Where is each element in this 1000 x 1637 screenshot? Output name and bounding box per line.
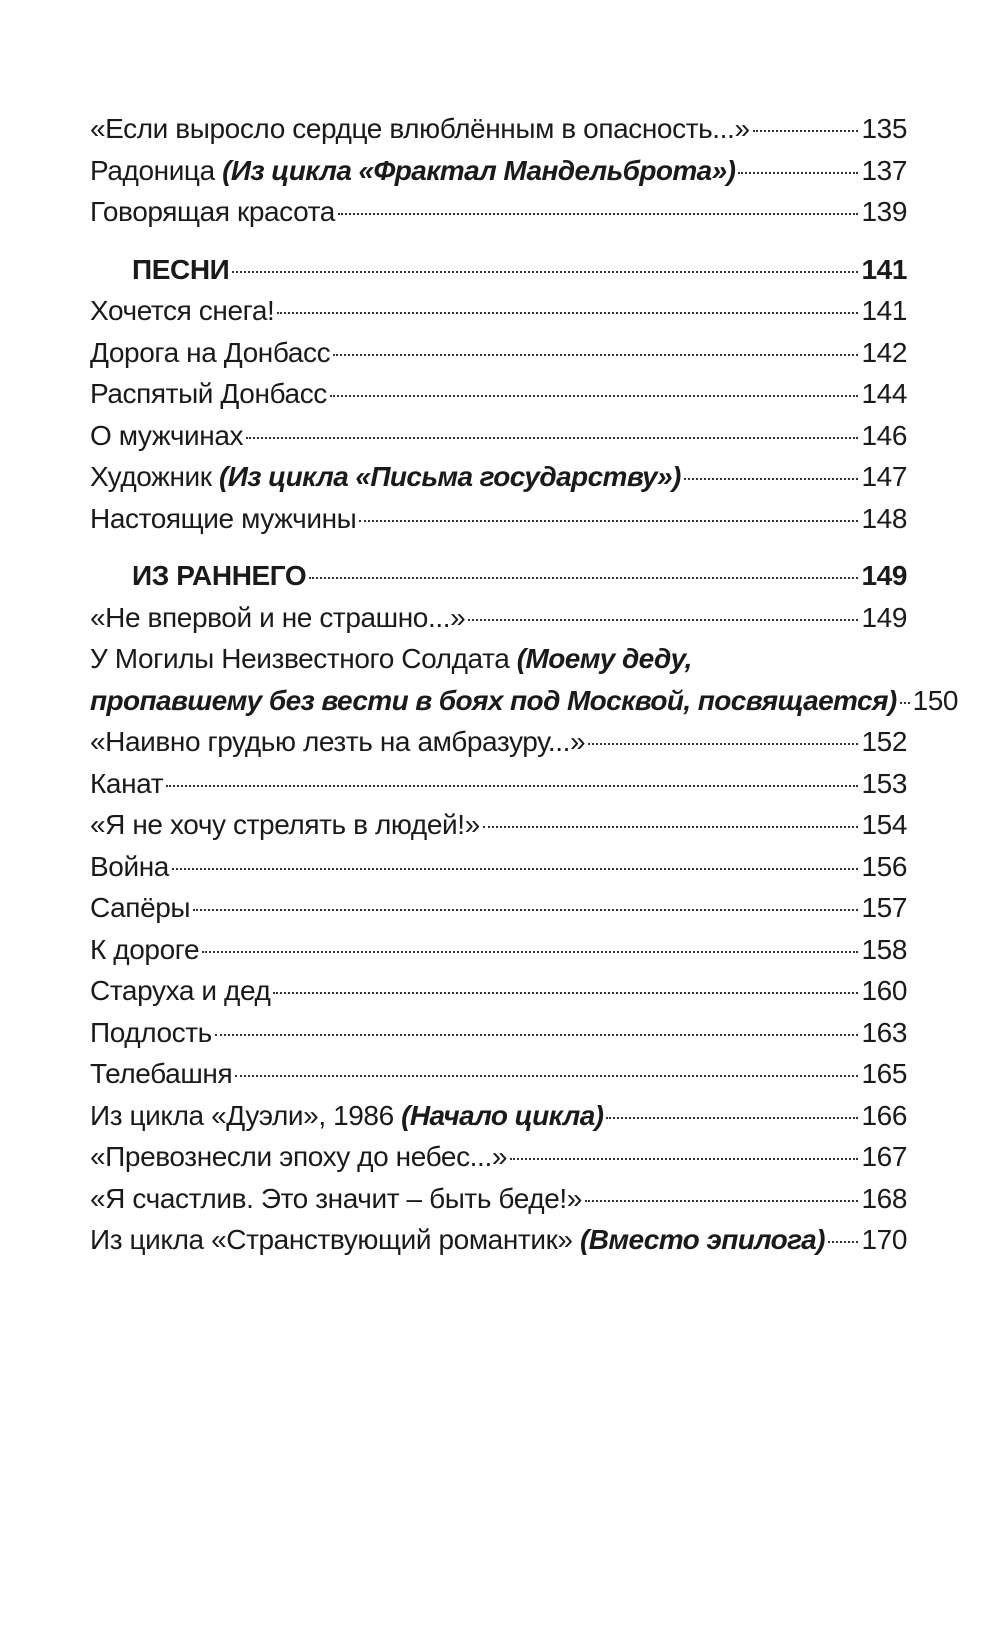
dot-leader [510,1158,858,1160]
dot-leader [606,1117,858,1119]
dot-leader [753,130,859,132]
toc-entry-continuation[interactable] [90,680,959,722]
dot-leader [330,395,859,397]
dot-leader [828,1241,859,1243]
toc-entry-multiline[interactable] [90,638,907,680]
entry-title: Радоница (Из цикла «Фрактал Мандельброта») [90,154,736,186]
page-number: 148 [861,502,907,534]
dot-leader [585,1200,859,1202]
entry-title: Сапёры [90,892,191,923]
dot-leader [277,312,858,314]
entry-title: «Я не хочу стрелять в людей!» [90,809,480,840]
toc-entry[interactable] [90,846,907,888]
page-number: 163 [861,1016,907,1048]
toc-entry[interactable] [90,970,907,1012]
toc-entry[interactable] [90,804,907,846]
page-number: 146 [861,419,907,451]
page-number: 141 [861,253,907,285]
entry-title: Дорога на Донбасс [90,336,331,368]
entry-title: Распятый Донбасс [90,378,327,409]
toc-entry[interactable] [90,929,907,971]
toc-entry[interactable] [90,415,907,457]
toc-entry[interactable] [90,456,907,498]
section-title: ИЗ РАННЕГО [132,560,307,591]
entry-title: Война [90,850,169,882]
toc-entry[interactable] [90,597,907,639]
entry-title: «Я счастлив. Это значит – быть беде!» [90,1182,582,1214]
toc-entry[interactable] [90,332,907,374]
table-of-contents [90,108,959,1261]
dot-leader [483,826,859,828]
toc-entry[interactable] [90,290,907,332]
page-number: 139 [861,196,907,227]
dot-leader [338,213,859,215]
entry-title: «Если выросло сердце влюблённым в опасность...» [90,113,750,144]
dot-leader [273,992,858,994]
entry-title: «Наивно грудью лезть на амбразуру...» [90,726,586,757]
entry-title: «Не впервой и не страшно...» [90,601,466,633]
entry-title: К дороге [90,933,200,965]
dot-leader [232,271,858,273]
dot-leader [193,909,858,911]
dot-leader [333,354,858,356]
toc-entry[interactable] [90,373,907,415]
entry-title: Говорящая красота [90,196,335,227]
entry-title: Старуха и дед [90,975,271,1006]
entry-title: Хочется снега! [90,295,275,326]
page-number: 156 [861,850,907,882]
entry-title: Из цикла «Странствующий романтик» (Вместо эпилога) [90,1224,825,1255]
toc-entry[interactable] [90,887,907,929]
page-number: 170 [861,1224,907,1255]
page-number: 149 [861,601,907,633]
toc-entry[interactable] [90,108,907,150]
toc-entry[interactable] [90,1178,907,1220]
page-number: 157 [861,892,907,923]
dot-leader [588,743,858,745]
toc-entry[interactable] [90,191,907,233]
dot-leader [172,868,859,870]
dot-leader [900,702,910,704]
entry-title: Из цикла «Дуэли», 1986 (Начало цикла) [90,1099,604,1131]
toc-entry[interactable] [90,1012,907,1054]
entry-title: О мужчинах [90,419,244,451]
entry-title: У Могилы Неизвестного Солдата [90,643,517,674]
section-title: ПЕСНИ [132,253,230,285]
page-number: 165 [861,1058,907,1089]
toc-entry[interactable] [90,763,907,805]
toc-entry[interactable] [90,1095,907,1137]
dot-leader [738,172,858,174]
page-number: 154 [861,809,907,840]
page-number: 147 [861,461,907,492]
page-number: 137 [861,154,907,186]
dot-leader [166,785,858,787]
toc-entry[interactable] [90,721,907,763]
page-number: 135 [861,113,907,144]
entry-title: Художник (Из цикла «Письма государству») [90,461,681,492]
entry-title: Подлость [90,1016,212,1048]
dot-leader [202,951,858,953]
page-number: 166 [861,1099,907,1131]
page-number: 153 [861,767,907,799]
toc-section-songs[interactable] [90,249,907,291]
dot-leader [246,437,858,439]
dot-leader [309,577,858,579]
dot-leader [684,478,859,480]
entry-note: (Из цикла «Фрактал Мандельброта») [222,154,736,186]
entry-title: «Превознесли эпоху до небес...» [90,1141,507,1172]
page-number: 168 [861,1182,907,1214]
entry-title: Телебашня [90,1058,233,1089]
dot-leader [235,1075,858,1077]
toc-entry[interactable] [90,150,907,192]
toc-entry[interactable] [90,1136,907,1178]
entry-note: (Из цикла «Письма государству») [219,461,681,492]
page-number: 144 [861,378,907,409]
entry-note: (Вместо эпилога) [579,1224,825,1255]
page-number: 141 [861,295,907,326]
entry-title: Канат [90,767,164,799]
page-number: 152 [861,726,907,757]
page-number: 158 [861,933,907,965]
entry-note-continuation: пропавшему без вести в боях под Москвой, посвящается) [90,684,897,716]
toc-entry[interactable] [90,1219,907,1261]
page-number: 160 [861,975,907,1006]
page-number: 167 [861,1141,907,1172]
dot-leader [359,520,858,522]
page-number: 150 [912,684,959,716]
page-number: 149 [861,560,907,591]
entry-title: Настоящие мужчины [90,502,357,534]
dot-leader [215,1034,859,1036]
entry-note: (Начало цикла) [401,1099,604,1131]
page-number: 142 [861,336,907,368]
dot-leader [468,619,858,621]
toc-section-early[interactable] [90,555,907,597]
entry-note: (Моему деду, [516,643,692,674]
toc-entry[interactable] [90,498,907,540]
toc-entry[interactable] [90,1053,907,1095]
